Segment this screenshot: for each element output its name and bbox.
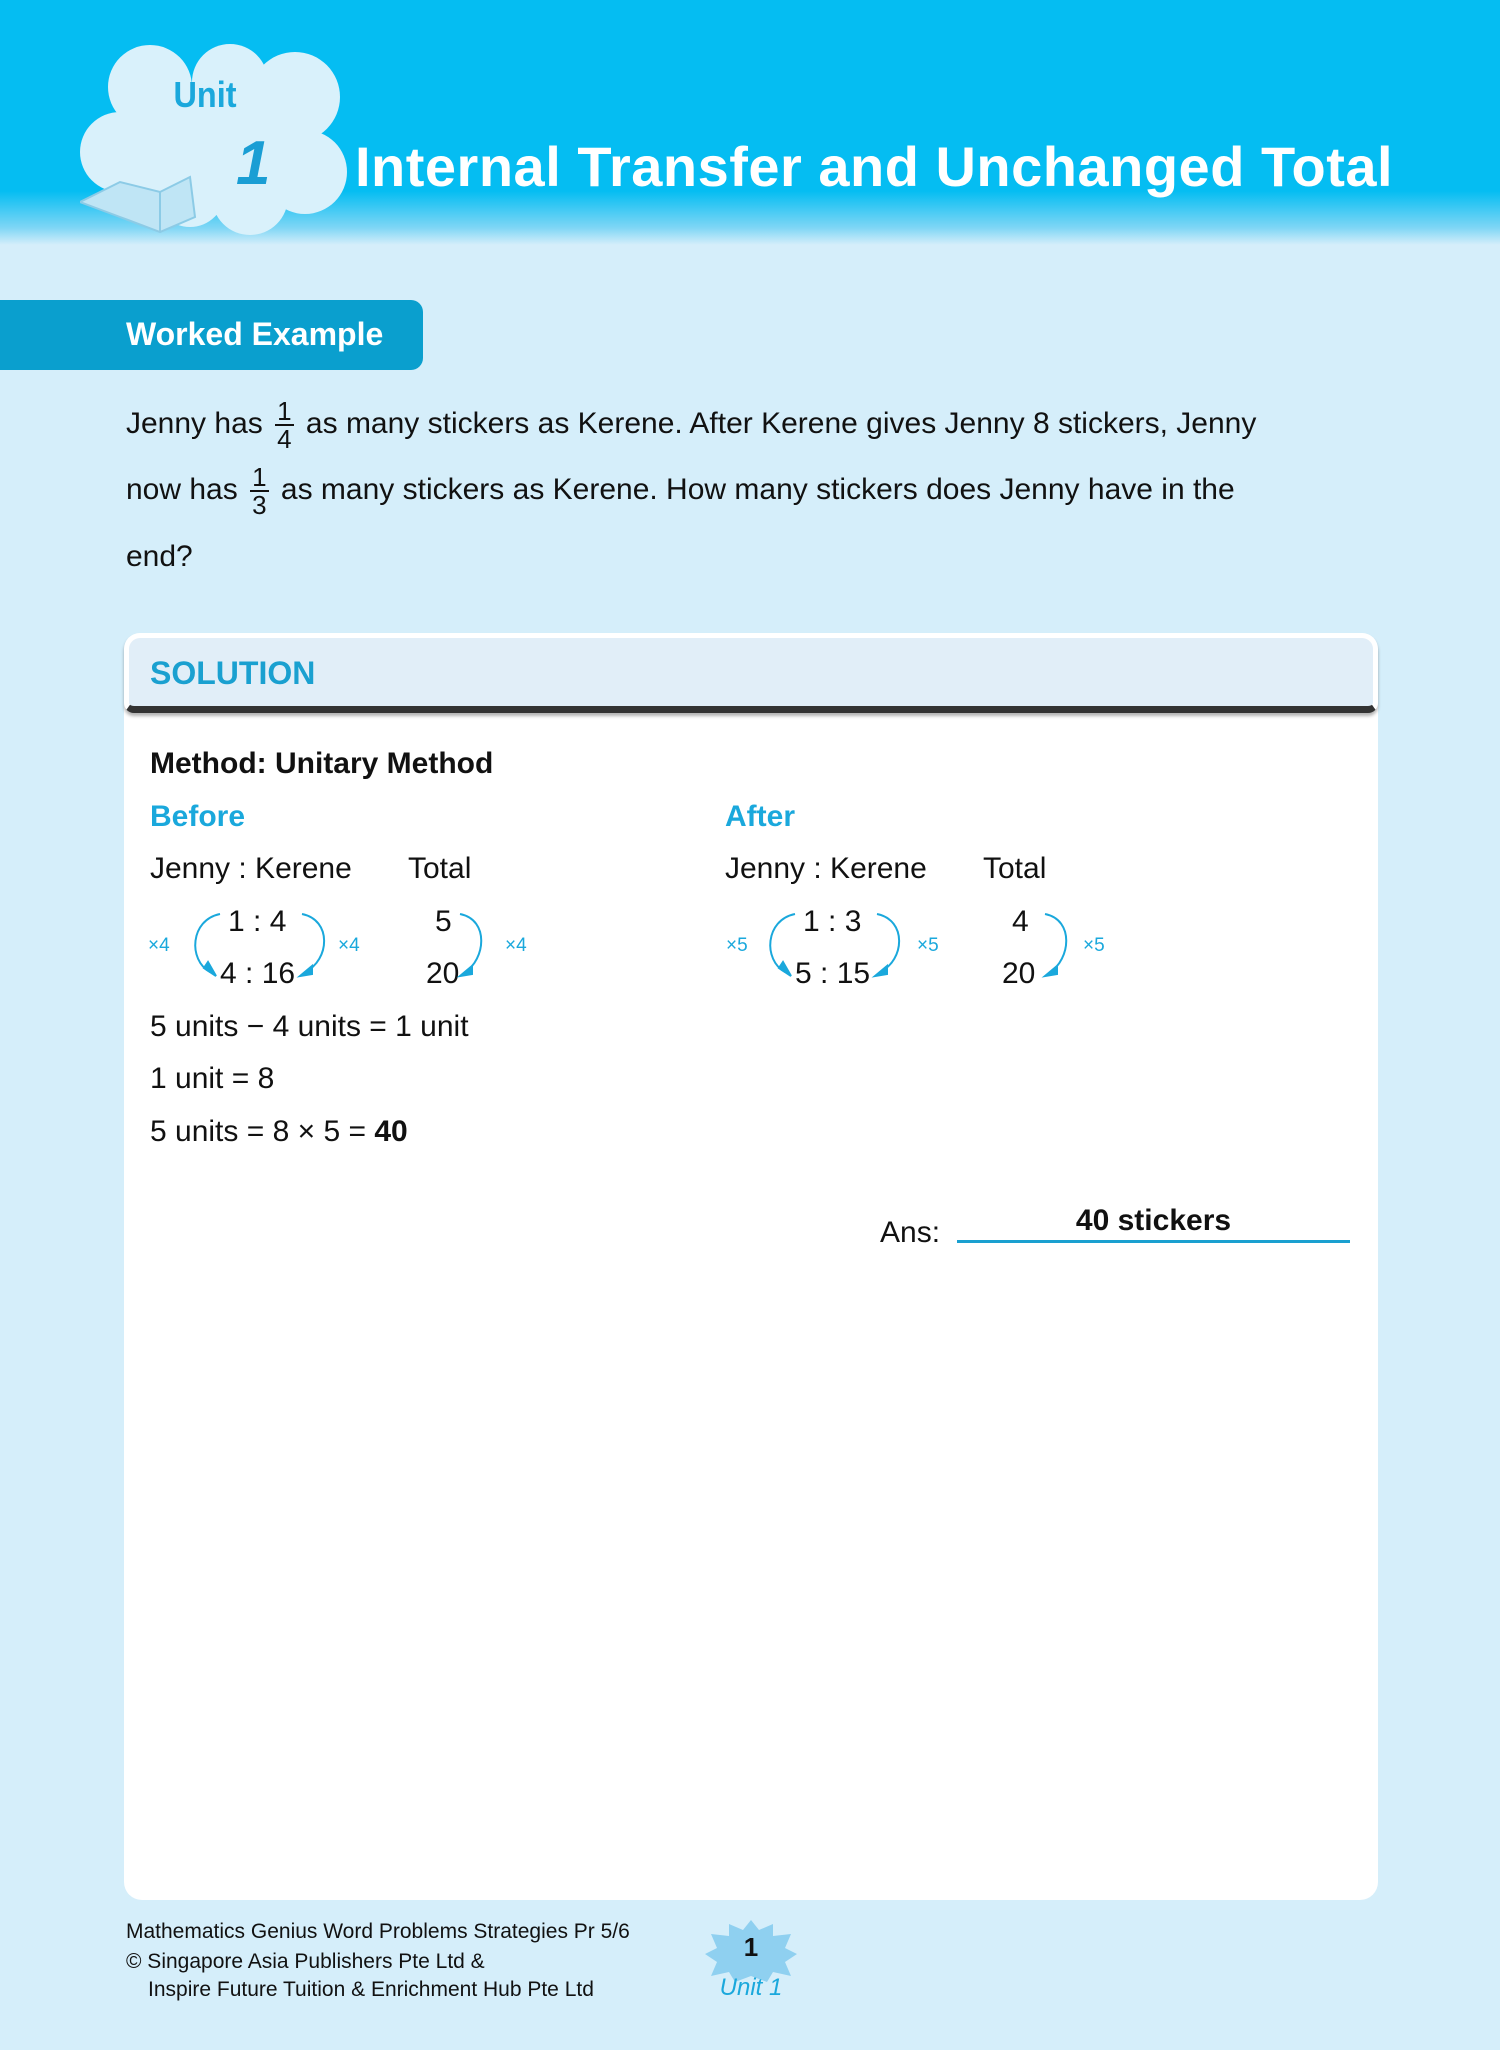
footer-book-title: Mathematics Genius Word Problems Strategies Pr 5/6 (126, 1920, 630, 1943)
cloud-book-icon (80, 42, 350, 237)
problem-line-1 (126, 398, 1376, 452)
before-ratio-1: 1 : 4 (228, 905, 287, 938)
multiplier-label: ×5 (1083, 935, 1105, 956)
after-total-2: 20 (1002, 957, 1036, 990)
step-3-text: 5 units = 8 × 5 = (150, 1115, 375, 1148)
unit-label: Unit (173, 74, 237, 115)
multiplier-label: ×5 (726, 935, 748, 956)
answer-value: 40 stickers (1075, 1204, 1232, 1237)
multiplier-label: ×4 (148, 935, 170, 956)
before-arrows-icon (180, 910, 520, 985)
fraction-one-quarter (275, 398, 293, 452)
problem-line-3: end? (126, 540, 193, 573)
step-2: 1 unit = 8 (150, 1062, 275, 1095)
after-col-ratio: Jenny : Kerene (725, 852, 927, 885)
fraction-one-third (250, 464, 268, 518)
after-heading: After (725, 800, 796, 833)
multiplier-label: ×5 (917, 935, 939, 956)
numerator: 1 (252, 462, 267, 492)
answer-underline (957, 1240, 1350, 1243)
multiplier-label: ×4 (338, 935, 360, 956)
after-ratio-2: 5 : 15 (795, 957, 871, 990)
denominator: 4 (277, 424, 292, 454)
after-total-1: 4 (1012, 905, 1029, 938)
problem-text: Jenny has (126, 406, 263, 440)
unit-number: 1 (236, 129, 271, 198)
numerator: 1 (277, 396, 292, 426)
problem-text: as many stickers as Kerene. After Kerene gives Jenny 8 stickers, Jenny (305, 406, 1257, 440)
footer-publisher: Inspire Future Tuition & Enrichment Hub Pte Ltd (148, 1978, 594, 2001)
problem-line-2 (126, 464, 1376, 518)
worked-example-label: Worked Example (126, 316, 384, 352)
after-arrows-icon (755, 910, 1095, 985)
before-col-ratio: Jenny : Kerene (150, 852, 352, 885)
problem-text: as many stickers as Kerene. How many stickers does Jenny have in the (280, 472, 1235, 506)
footer-unit: Unit 1 (719, 1974, 783, 2001)
before-ratio-2: 4 : 16 (220, 957, 296, 990)
step-1: 5 units − 4 units = 1 unit (150, 1010, 469, 1043)
step-3 (150, 1115, 408, 1149)
before-total-1: 5 (435, 905, 452, 938)
denominator: 3 (252, 490, 267, 520)
multiplier-label: ×4 (505, 935, 527, 956)
footer-copyright: © Singapore Asia Publishers Pte Ltd & (126, 1950, 485, 1973)
after-ratio-1: 1 : 3 (803, 905, 862, 938)
page-title: Internal Transfer and Unchanged Total (355, 135, 1394, 198)
answer-label: Ans: (880, 1216, 941, 1249)
before-heading: Before (150, 800, 246, 833)
step-3-result: 40 (374, 1115, 408, 1148)
before-total-2: 20 (426, 957, 460, 990)
method-heading: Method: Unitary Method (150, 747, 494, 780)
problem-text: now has (126, 472, 238, 506)
before-col-total: Total (408, 852, 472, 885)
solution-label: SOLUTION (150, 655, 316, 691)
after-col-total: Total (983, 852, 1047, 885)
page-number: 1 (743, 1932, 759, 1962)
